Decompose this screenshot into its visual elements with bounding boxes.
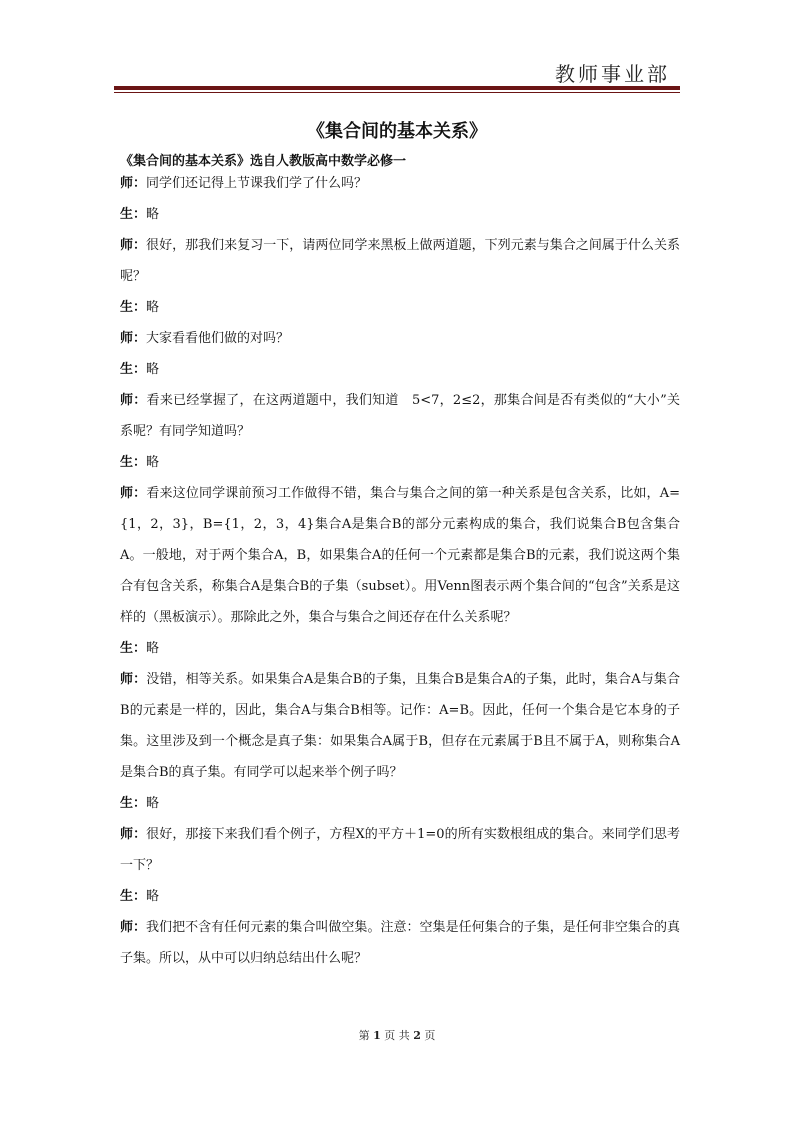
dialogue-paragraph bbox=[120, 168, 680, 199]
paragraph-text: 大家看看他们做的对吗？ bbox=[146, 331, 290, 346]
footer-suffix: 页 bbox=[424, 1029, 436, 1042]
paragraph-text: 略 bbox=[146, 455, 160, 470]
footer-total-pages: 2 bbox=[413, 1029, 421, 1042]
paragraph-text: 看来已经掌握了，在这两道题中，我们知道 5<7，2≤2，那集合间是否有类似的“大小”关系呢？有同学知道吗？ bbox=[120, 393, 680, 439]
document-subtitle: 《集合间的基本关系》选自人教版高中数学必修一 bbox=[120, 154, 407, 169]
paragraph-text: 没错，相等关系。如果集合A是集合B的子集，且集合B是集合A的子集，此时，集合A与集合B的元素是一样的，因此，集合A与集合B相等。记作：A=B。因此，任何一个集合是它本身的子集。这里涉及到一个概念是真子集：如果集合A属于B，但存在元素属于B且不属于A，则称集合A是集合B的真子集。有同学可以起来举个例子吗？ bbox=[120, 672, 680, 780]
paragraph-text: 略 bbox=[146, 796, 160, 811]
dialogue-paragraph bbox=[120, 447, 680, 478]
dialogue-paragraph bbox=[120, 912, 680, 974]
footer-middle: 页 共 bbox=[384, 1029, 410, 1042]
dialogue-paragraph bbox=[120, 881, 680, 912]
speaker-label: 生： bbox=[120, 207, 147, 222]
footer-prefix: 第 bbox=[358, 1029, 370, 1042]
paragraph-text: 略 bbox=[146, 362, 160, 377]
header-title: 教师事业部 bbox=[555, 62, 670, 86]
dialogue-paragraph bbox=[120, 478, 680, 633]
speaker-label: 生： bbox=[120, 889, 147, 904]
dialogue-paragraph bbox=[120, 354, 680, 385]
dialogue-paragraph bbox=[120, 323, 680, 354]
dialogue-paragraph bbox=[120, 230, 680, 292]
speaker-label: 生： bbox=[120, 300, 147, 315]
dialogue-paragraph bbox=[120, 633, 680, 664]
paragraph-text: 我们把不含有任何元素的集合叫做空集。注意：空集是任何集合的子集，是任何非空集合的真子集。所以，从中可以归纳总结出什么呢？ bbox=[120, 920, 680, 966]
speaker-label: 师： bbox=[120, 331, 147, 346]
speaker-label: 师： bbox=[120, 486, 147, 501]
paragraph-text: 很好，那接下来我们看个例子，方程X的平方＋1=0的所有实数根组成的集合。来同学们思考一下？ bbox=[120, 827, 680, 873]
dialogue-paragraph bbox=[120, 664, 680, 788]
dialogue-paragraph bbox=[120, 819, 680, 881]
speaker-label: 师： bbox=[120, 176, 147, 191]
dialogue-paragraph bbox=[120, 385, 680, 447]
speaker-label: 师： bbox=[120, 827, 147, 842]
dialogue-paragraph bbox=[120, 788, 680, 819]
speaker-label: 生： bbox=[120, 796, 147, 811]
page-footer bbox=[0, 1027, 794, 1043]
header-rule-thin bbox=[114, 92, 680, 93]
speaker-label: 师： bbox=[120, 238, 147, 253]
dialogue-paragraph bbox=[120, 199, 680, 230]
speaker-label: 师： bbox=[120, 393, 147, 408]
paragraph-text: 同学们还记得上节课我们学了什么吗？ bbox=[146, 176, 368, 191]
paragraph-text: 略 bbox=[146, 300, 160, 315]
speaker-label: 生： bbox=[120, 641, 147, 656]
speaker-label: 生： bbox=[120, 455, 147, 470]
paragraph-text: 看来这位同学课前预习工作做得不错，集合与集合之间的第一种关系是包含关系，比如，A={1，2，3}，B={1，2，3，4}集合A是集合B的部分元素构成的集合，我们说集合B包含集合A。一般地，对于两个集合A，B，如果集合A的任何一个元素都是集合B的元素，我们说这两个集合有包含关系，称集合A是集合B的子集（subset）。用Venn图表示两个集合间的“包含”关系是这样的（黑板演示）。那除此之外，集合与集合之间还存在什么关系呢？ bbox=[120, 486, 680, 625]
dialogue-paragraph bbox=[120, 292, 680, 323]
paragraph-text: 略 bbox=[146, 207, 160, 222]
paragraph-text: 略 bbox=[146, 889, 160, 904]
speaker-label: 师： bbox=[120, 672, 147, 687]
paragraph-text: 很好，那我们来复习一下，请两位同学来黑板上做两道题，下列元素与集合之间属于什么关系呢？ bbox=[120, 238, 680, 284]
document-body bbox=[120, 168, 680, 974]
header-rule-thick bbox=[114, 86, 680, 90]
footer-page-number: 1 bbox=[373, 1029, 381, 1042]
speaker-label: 生： bbox=[120, 362, 147, 377]
paragraph-text: 略 bbox=[146, 641, 160, 656]
speaker-label: 师： bbox=[120, 920, 147, 935]
document-title: 《集合间的基本关系》 bbox=[307, 121, 487, 142]
